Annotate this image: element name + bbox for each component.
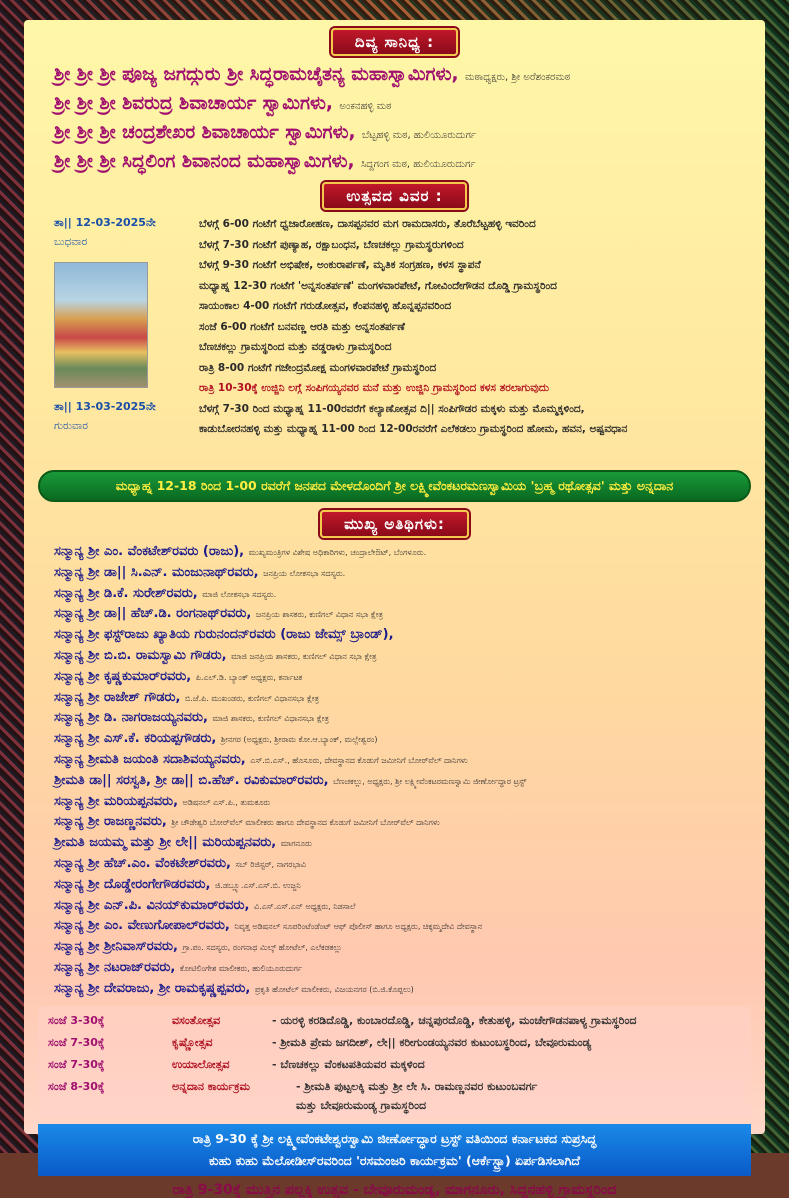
guest-row [54,792,765,813]
event-item: ರಾತ್ರಿ 8-00 ಗಂಟೆಗೆ ಗಜೇಂದ್ರಮೋಕ್ಷ ಮಂಗಳವಾರಪೇಟೆ ಗ್ರಾಮಸ್ಥರಿಂದ [199,361,437,374]
event-item: ಬೆಳಗ್ಗೆ 6-00 ಗಂಟೆಗೆ ಧ್ವಜಾರೋಹಣ, ದಾಸಪ್ಪನವರ ಮಗ ರಾಮದಾಸರು, ತೊರೆಬೆಟ್ಟಹಳ್ಳಿ ಇವರಿಂದ [199,218,536,230]
guest-row [54,875,765,896]
evening-row [48,1054,741,1076]
guest-name: ಸನ್ಮಾನ್ಯ ಶ್ರೀ ಡಿ.ಕೆ. ಸುರೇಶ್‌ರವರು, [54,585,198,601]
guest-name: ಸನ್ಮಾನ್ಯ ಶ್ರೀ ಡಿ. ನಾಗರಾಜಯ್ಯನವರು, [54,710,208,726]
date-2: ತಾ|| 13-03-2025ನೇ [54,400,156,413]
guest-row [54,937,765,958]
poster [24,20,765,1198]
guest-name: ಸನ್ಮಾನ್ಯ ಶ್ರೀ ಎಂ. ವೇಣುಗೋಪಾಲ್‌ರವರು, [54,918,230,934]
evening-name: ಉಯಾಲೋತ್ಸವ [172,1057,230,1071]
rathotsava-banner: ಮಧ್ಯಾಹ್ನ 12-18 ರಿಂದ 1-00 ರವರೆಗೆ ಜನಪದ ಮೇಳದೊಂದಿಗೆ ಶ್ರೀ ಲಕ್ಷ್ಮೀವೆಂಕಟರಮಣಸ್ವಾಮಿಯ 'ಬ್ರಹ್ಮ ರಥೋತ್ಸವ' ಮತ್ತು ಅನ್ನದಾನ [38,470,751,502]
divine-presence-banner: ದಿವ್ಯ ಸಾನಿಧ್ಯ : [331,28,458,56]
festival-events [24,214,765,464]
swamiji-name: ಶ್ರೀ ಶ್ರೀ ಶ್ರೀ ಚಂದ್ರಶೇಖರ ಶಿವಾಚಾರ್ಯ ಸ್ವಾಮಿಗಳು, [54,122,356,143]
guest-name: ಸನ್ಮಾನ್ಯ ಶ್ರೀ ಎನ್.ಪಿ. ವಿನಯ್‌ಕುಮಾರ್‌ರವರು, [54,897,250,913]
guest-desc: ಮಾಜಿ ಶಾಸಕರು, ಕುಣಿಗಲ್ ವಿಧಾನಸಭಾ ಕ್ಷೇತ್ರ [212,714,329,724]
festival-details-banner: ಉತ್ಸವದ ವಿವರ : [322,182,466,210]
guest-name: ಸನ್ಮಾನ್ಯ ಶ್ರೀ ಡಾ|| ಸಿ.ಎನ್. ಮಂಜುನಾಥ್‌ರವರು, [54,564,259,580]
orchestra-notice [38,1124,751,1176]
event-item: ರಾತ್ರಿ 10-30ಕ್ಕೆ ಉಜ್ಜಿನಿ ಲಗ್ಗೆ ಸಂಪಿಗಯ್ಯನವರ ಮನೆ ಮತ್ತು ಉಜ್ಜಿನಿ ಗ್ರಾಮಸ್ಥರಿಂದ ಕಳಸ ತರಲಾಗುವುದು [199,382,549,394]
guest-desc: ವಿ.ಎಸ್.ಎಸ್.ಎನ್ ಅಧ್ಯಕ್ಷರು, ನಿಡಸಾಲೆ [254,901,356,911]
evening-desc: - ಶ್ರೀಮತಿ ಪ್ರೇಮ ಜಗದೀಶ್, ಲೇ|| ಕರೀಗುಂಡಯ್ಯನವರ ಕುಟುಂಬಸ್ಥರಿಂದ, ಬೇವೂರುಮಂಡ್ಯ [272,1035,592,1049]
guest-row [54,584,765,605]
swamiji-place: ಸಿದ್ದಗಂಗ ಮಠ, ಹುಲಿಯೂರುದುರ್ಗ [361,159,476,170]
orchestra-line-1: ರಾತ್ರಿ 9-30 ಕ್ಕೆ ಶ್ರೀ ಲಕ್ಷ್ಮೀವೆಂಕಟೇಶ್ವರಸ್ವಾಮಿ ಜೀರ್ಣೋದ್ಧಾರ ಟ್ರಸ್ಟ್ ವತಿಯಿಂದ ಕರ್ನಾಟಕದ ಸುಪ್ರಸಿದ್ಧ [192,1130,597,1146]
guest-name: ಸನ್ಮಾನ್ಯ ಶ್ರೀ ನಟರಾಜ್‌ರವರು, [54,959,176,975]
event-item: ಸಾಯಂಕಾಲ 4-00 ಗಂಟೆಗೆ ಗರುಡೋತ್ಸವ, ಕೆಂಪನಹಳ್ಳಿ ಹೊನ್ನಪ್ಪನವರಿಂದ [199,300,452,312]
swamiji-name: ಶ್ರೀ ಶ್ರೀ ಶ್ರೀ ಪೂಜ್ಯ ಜಗದ್ಗುರು ಶ್ರೀ ಸಿದ್ಧರಾಮಚೈತನ್ಯ ಮಹಾಸ್ವಾಮಿಗಳು, [54,64,459,85]
evening-time: ಸಂಜೆ 7-30ಕ್ಕೆ [48,1035,105,1049]
swamiji-place: ಮಠಾಧ್ಯಕ್ಷರು, ಶ್ರೀ ಅರೆಶಂಕರಮಠ [464,72,571,83]
swamiji-place: ಅಂಕನಹಳ್ಳಿ ಮಠ [339,101,392,112]
guest-row [54,563,765,584]
guest-row [54,916,765,937]
event-item: ಬೆಣಚಕಲ್ಲು ಗ್ರಾಮಸ್ಥರಿಂದ ಮತ್ತು ವಡ್ಡರಾಳು ಗ್ರಾಮಸ್ಥರಿಂದ [199,341,392,353]
evening-name: ವಸಂತೋತ್ಸವ [172,1013,221,1027]
guest-row [54,604,765,625]
guest-row [54,812,765,833]
evening-programs [38,1006,751,1118]
guest-row [54,688,765,709]
event-item: ಬೆಳಗ್ಗೆ 9-30 ಗಂಟೆಗೆ ಅಭಿಷೇಕ, ಅಂಕುರಾರ್ಪಣೆ, ಮೃತಿಕ ಸಂಗ್ರಹಣ, ಕಳಸ ಸ್ಥಾಪನೆ [199,259,481,271]
orchestra-line-2: ಕುಹು ಕುಹು ಮೆಲೋಡೀಸ್‌ರವರಿಂದ 'ರಸಮಂಜರಿ ಕಾರ್ಯಕ್ರಮ' (ಆರ್ಕೆಸ್ಟ್ರಾ) ಏರ್ಪಡಿಸಲಾಗಿದೆ [208,1152,581,1168]
guest-row [54,542,765,563]
evening-name: ಅನ್ನದಾನ ಕಾರ್ಯಕ್ರಮ [172,1079,250,1093]
guest-desc: ಶ್ರೀ ಚೌಡೇಶ್ವರಿ ಬೋರ್‌ವೆಲ್ ಮಾಲೀಕರು ಹಾಗೂ ದೇವಸ್ಥಾನದ ಕೊಡುಗೆ ಜಮೀನಿಗೆ ಬೋರ್‌ವೆಲ್ ದಾನಿಗಳು [171,818,440,828]
evening-row [48,1010,741,1032]
event-item: ಬೆಳಗ್ಗೆ 7-30 ರಿಂದ ಮಧ್ಯಾಹ್ನ 11-00ರವರೆಗೆ ಕಲ್ಯಾಣೋತ್ಸವ ದಿ|| ಸಂಪಿಗೌಡರ ಮಕ್ಕಳು ಮತ್ತು ಮೊಮ್ಮಕ್ಕಳಿಂದ, [199,402,585,415]
guest-name: ಸನ್ಮಾನ್ಯ ಶ್ರೀ ದೇವರಾಜು, ಶ್ರೀ ರಾಮಕೃಷ್ಣಪ್ಪವರು, [54,980,251,996]
guest-name: ಸನ್ಮಾನ್ಯ ಶ್ರೀ ರಾಜೇಶ್ ಗೌಡರು, [54,689,181,705]
guest-list [24,542,765,1000]
guest-row [54,646,765,667]
event-item: ಸಂಜೆ 6-00 ಗಂಟೆಗೆ ಬನವಣ್ಣ ಆರತಿ ಮತ್ತು ಅನ್ನಸಂತರ್ಪಣೆ [199,320,405,333]
guest-name: ಸನ್ಮಾನ್ಯ ಶ್ರೀ ಫಸ್ಟ್‌ರಾಜು ಖ್ಯಾತಿಯ ಗುರುನಂದನ್‌ರವರು (ರಾಜು ಜೇಮ್ಸ್ ಬ್ರಾಂಡ್), [54,627,394,643]
event-list [199,214,627,440]
chief-guests-banner: ಮುಖ್ಯ ಅತಿಥಿಗಳು: [320,510,469,538]
guest-desc: ಸಬ್ ರಿಜಿಸ್ಟರ್, ನಾಗರಭಾವಿ [235,859,306,869]
guest-row [54,958,765,979]
guest-desc: ಕೋಟಿಲಿಂಗೇಶ ಮಾಲೀಕರು, ಹುಲಿಯೂರುದುರ್ಗ [179,963,303,973]
day-2: ಗುರುವಾರ [54,420,88,432]
date-1: ತಾ|| 12-03-2025ನೇ [54,216,156,229]
event-item: ಮಧ್ಯಾಹ್ನ 12-30 ಗಂಟೆಗೆ 'ಅನ್ನಸಂತರ್ಪಣೆ' ಮಂಗಳವಾರಪೇಟೆ, ಗೋವಿಂದೇಗೌಡನ ದೊಡ್ಡಿ ಗ್ರಾಮಸ್ಥರಿಂದ [199,279,557,292]
guest-name: ಸನ್ಮಾನ್ಯ ಶ್ರೀಮತಿ ಜಯಂತಿ ಸದಾಶಿವಯ್ಯನವರು, [54,751,246,767]
guest-desc: ಪ್ರಕೃತಿ ಹೋಟೆಲ್ ಮಾಲೀಕರು, ವಿಜಯನಗರ (ಬಿ.ಜಿ.ಕೊಪ್ಪಲು) [254,984,414,994]
chariot-photo [54,262,148,388]
guest-desc: ಮಾಜಿ ಜನಪ್ರಿಯ ಶಾಸಕರು, ಕುಣಿಗಲ್ ವಿಧಾನ ಸಭಾ ಕ್ಷೇತ್ರ [231,651,377,661]
guest-name: ಸನ್ಮಾನ್ಯ ಶ್ರೀ ಎಸ್.ಕೆ. ಕರಿಯಪ್ಪಗೌಡರು, [54,731,217,747]
guest-name: ಸನ್ಮಾನ್ಯ ಶ್ರೀ ದೊಡ್ಡೇರಂಗೇಗೌಡರವರು, [54,876,211,892]
swamiji-place: ಬೆಟ್ಟಹಳ್ಳಿ ಮಠ, ಹುಲಿಯೂರುದುರ್ಗ [361,130,477,141]
guest-name: ಶ್ರೀಮತಿ ಡಾ|| ಸರಸ್ವತಿ, ಶ್ರೀ ಡಾ|| ಬಿ.ಹೆಚ್. ರವಿಕುಮಾರ್‌ರವರು, [54,772,329,788]
guest-desc: ಬೆಣಚಕಲ್ಲು, ಅಧ್ಯಕ್ಷರು, ಶ್ರೀ ಲಕ್ಷ್ಮೀವೆಂಕಟರಮಣಸ್ವಾಮಿ ಜೀರ್ಣೋದ್ಧಾರ ಟ್ರಸ್ಟ್ [333,776,527,786]
guest-name: ಸನ್ಮಾನ್ಯ ಶ್ರೀ ಹೆಚ್.ಎಂ. ವೆಂಕಟೇಶ್‌ರವರು, [54,855,231,871]
guest-row [54,896,765,917]
evening-desc: - ಶ್ರೀಮತಿ ಪುಟ್ಟಲಕ್ಕಿ ಮತ್ತು ಶ್ರೀ ಲೇ ಸಿ. ರಾಮಣ್ಣನವರ ಕುಟುಂಬವರ್ಗ [296,1079,538,1093]
guest-name: ಸನ್ಮಾನ್ಯ ಶ್ರೀ ಡಾ|| ಹೆಚ್.ಡಿ. ರಂಗನಾಥ್‌ರವರು, [54,606,252,622]
evening-desc: - ಬೆಣಚಕಲ್ಲು ವೆಂಕಟಪತಿಯವರ ಮಕ್ಕಳಿಂದ [272,1057,425,1071]
guest-row [54,708,765,729]
pallakki-utsava-line: ರಾತ್ರಿ 9-30ಕ್ಕೆ ಮುತ್ತಿನ ಪಲ್ಲಕ್ಕಿ ಉತ್ಸವ - ಬೇವೂರುಮಂಡ್ಯ, ಮಾಗನೂರು, ಸಿದ್ದನಹಳ್ಳಿ ಗ್ರಾಮಸ್ಥರಿಂದ [172,1181,617,1198]
evening-row [48,1076,741,1098]
event-item: ಕಾಡುಬೋರನಹಳ್ಳಿ ಮತ್ತು ಮಧ್ಯಾಹ್ನ 11-00 ರಿಂದ 12-00ರವರೆಗೆ ಎಲೆಕಡಲು ಗ್ರಾಮಸ್ಥರಿಂದ ಹೋಮ, ಹವನ, ಅಷ್ಟವಧಾನ [199,423,628,435]
guest-desc: ಶ್ರೀನಗರ (ಅಧ್ಯಕ್ಷರು, ಶ್ರೀರಾಮ ಕೋ.ಆ.ಬ್ಯಾಂಕ್, ಮಲ್ಲೇಶ್ವರಂ) [220,735,378,745]
guest-desc: ಪಿ.ಎಲ್.ಡಿ. ಬ್ಯಾಂಕ್ ಅಧ್ಯಕ್ಷರು, ಕರ್ನಾಟಕ [195,672,303,682]
guest-desc: ಅಡಿಷನಲ್ ಎಸ್.ಪಿ., ತುಮಕೂರು [182,797,271,807]
evening-time: ಸಂಜೆ 3-30ಕ್ಕೆ [48,1013,105,1027]
guest-name: ಸನ್ಮಾನ್ಯ ಶ್ರೀ ಮರಿಯಪ್ಪನವರು, [54,793,179,809]
guest-desc: ಎಸ್.ಬಿ.ಎಸ್., ಹೊಸೂರು, ದೇವಸ್ಥಾನದ ಕೊಡುಗೆ ಜಮೀನಿಗೆ ಬೋರ್‌ವೆಲ್ ದಾನಿಗಳು [250,755,468,765]
guest-desc: ಜಿ.ಡಬ್ಲ್ಯೂ.ಎಸ್.ಎಸ್.ಬಿ. ಉಜ್ಜನಿ [215,880,301,890]
swamiji-name: ಶ್ರೀ ಶ್ರೀ ಶ್ರೀ ಸಿದ್ಧಲಿಂಗ ಶಿವಾನಂದ ಮಹಾಸ್ವಾಮಿಗಳು, [54,151,355,172]
guest-row [54,729,765,750]
evening-time: ಸಂಜೆ 8-30ಕ್ಕೆ [48,1079,105,1093]
swamiji-row [54,91,765,120]
guest-desc: ಮುಖ್ಯಮಂತ್ರಿಗಳ ವಿಶೇಷ ಅಧಿಕಾರಿಗಳು, ಚಂದ್ರಾಲೇಔಟ್, ಬೆಂಗಳೂರು. [248,548,427,557]
guest-name: ಸನ್ಮಾನ್ಯ ಶ್ರೀ ರಾಜಣ್ಣನವರು, [54,814,167,830]
guest-name: ಶ್ರೀಮತಿ ಜಯಮ್ಮ ಮತ್ತು ಶ್ರೀ ಲೇ|| ಮರಿಯಪ್ಪನವರು, [54,835,277,851]
guest-desc: ಜನಪ್ರಿಯ ಶಾಸಕರು, ಕುಣಿಗಲ್ ವಿಧಾನ ಸಭಾ ಕ್ಷೇತ್ರ [255,610,383,620]
guest-desc: ಜನಪ್ರಿಯ ಲೋಕಸಭಾ ಸದಸ್ಯರು. [263,568,346,578]
guest-desc: ಬಿ.ಜೆ.ಪಿ. ಮುಖಂಡರು, ಕುಣಿಗಲ್ ವಿಧಾನಸಭಾ ಕ್ಷೇತ್ರ [184,693,319,703]
guest-name: ಸನ್ಮಾನ್ಯ ಶ್ರೀ ಎಂ. ವೆಂಕಟೇಶ್‌ರವರು (ರಾಜು), [54,544,245,559]
swamiji-list [24,62,765,178]
event-item: ಬೆಳಗ್ಗೆ 7-30 ಗಂಟೆಗೆ ಪುಣ್ಯಾಹ, ರಕ್ಷಾಬಂಧನ, ಬೆಣಚಕಲ್ಲು ಗ್ರಾಮಸ್ಥರುಗಳಿಂದ [199,238,464,251]
evening-name: ಕೃಷ್ಣೋತ್ಸವ [172,1035,213,1049]
swamiji-row [54,149,765,178]
guest-desc: ಮಾಜಿ ಲೋಕಸಭಾ ಸದಸ್ಯರು. [202,589,277,599]
guest-desc: ಗ್ರಾ.ಪಂ. ಸದಸ್ಯರು, ರಂಗನಾಥ ಮಿಲ್ಕ್ ಹೋಟೆಲ್, ಎಲೆಕಡಕಲ್ಲು [182,943,342,953]
guest-name: ಸನ್ಮಾನ್ಯ ಶ್ರೀ ಶ್ರೀನಿವಾಸ್‌ರವರು, [54,939,178,955]
guest-name: ಸನ್ಮಾನ್ಯ ಶ್ರೀ ಬಿ.ಬಿ. ರಾಮಸ್ವಾಮಿ ಗೌಡರು, [54,647,227,663]
guest-row [54,625,765,646]
guest-row [54,667,765,688]
guest-row [54,854,765,875]
evening-continuation: ಮತ್ತು ಬೇವೂರುಮಂಡ್ಯ ಗ್ರಾಮಸ್ಥರಿಂದ [296,1098,427,1112]
guest-name: ಸನ್ಮಾನ್ಯ ಶ್ರೀ ಕೃಷ್ಣಕುಮಾರ್‌ರವರು, [54,668,192,684]
evening-row [48,1032,741,1054]
day-1: ಬುಧವಾರ [54,236,88,248]
swamiji-row [54,62,765,91]
swamiji-row [54,120,765,149]
guest-row [54,979,765,1000]
guest-desc: ಮಾಗನೂರು [280,839,312,849]
guest-row [54,833,765,854]
evening-desc: - ಯರಳ್ಳಿ ಕರಡಿದೊಡ್ಡಿ, ಕುಂಬಾರದೊಡ್ಡಿ, ಚನ್ನಪುರದೊಡ್ಡಿ, ಕೇತುಹಳ್ಳಿ, ಮಂಚೇಗೌಡನಪಾಳ್ಯ ಗ್ರಾಮಸ್ಥರಿಂದ [272,1013,637,1027]
guest-row [54,771,765,792]
guest-desc: ನಿವೃತ್ತ ಅಡಿಷನಲ್ ಸೂಪರಿಂಟೆಂಡೆಂಟ್ ಆಫ್ ಪೊಲೀಸ್ ಹಾಗೂ ಅಧ್ಯಕ್ಷರು, ಚಿಕ್ಕಮ್ಮದೇವಿ ದೇವಸ್ಥಾನ [234,922,483,932]
guest-row [54,750,765,771]
evening-time: ಸಂಜೆ 7-30ಕ್ಕೆ [48,1057,105,1071]
swamiji-name: ಶ್ರೀ ಶ್ರೀ ಶ್ರೀ ಶಿವರುದ್ರ ಶಿವಾಚಾರ್ಯ ಸ್ವಾಮಿಗಳು, [54,93,333,114]
